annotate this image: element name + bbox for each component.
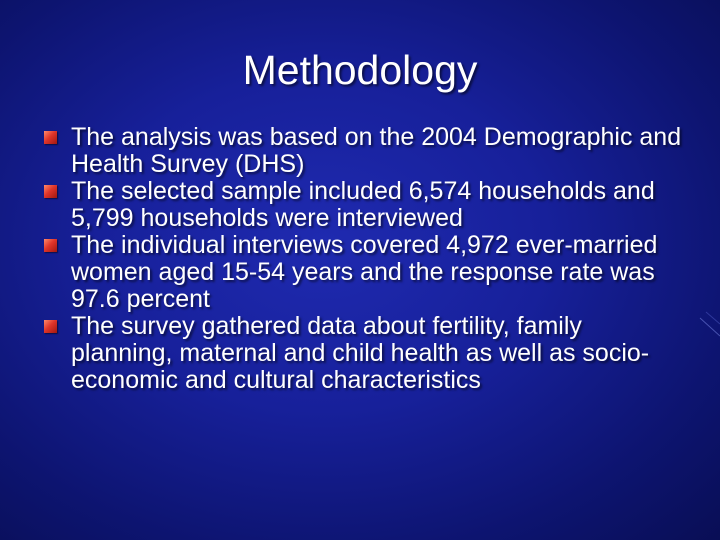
slide-title: Methodology bbox=[242, 47, 478, 93]
bullet-item bbox=[44, 313, 684, 394]
bullet-text: The analysis was based on the 2004 Demographic and Health Survey (DHS) bbox=[71, 123, 682, 178]
square-bullet-icon bbox=[44, 185, 57, 198]
bullet-text: The survey gathered data about fertility, family planning, maternal and child health as well as socio-economic and cultural characteristics bbox=[71, 312, 650, 394]
square-bullet-icon bbox=[44, 131, 57, 144]
square-bullet-icon bbox=[44, 320, 57, 333]
bullet-item bbox=[44, 178, 684, 232]
square-bullet-icon bbox=[44, 239, 57, 252]
bullet-list bbox=[44, 124, 684, 394]
bullet-item bbox=[44, 124, 684, 178]
bullet-text: The selected sample included 6,574 households and 5,799 households were interviewed bbox=[71, 177, 655, 232]
bullet-item bbox=[44, 232, 684, 313]
bullet-text: The individual interviews covered 4,972 ever-married women aged 15-54 years and the response rate was 97.6 percent bbox=[71, 231, 658, 313]
